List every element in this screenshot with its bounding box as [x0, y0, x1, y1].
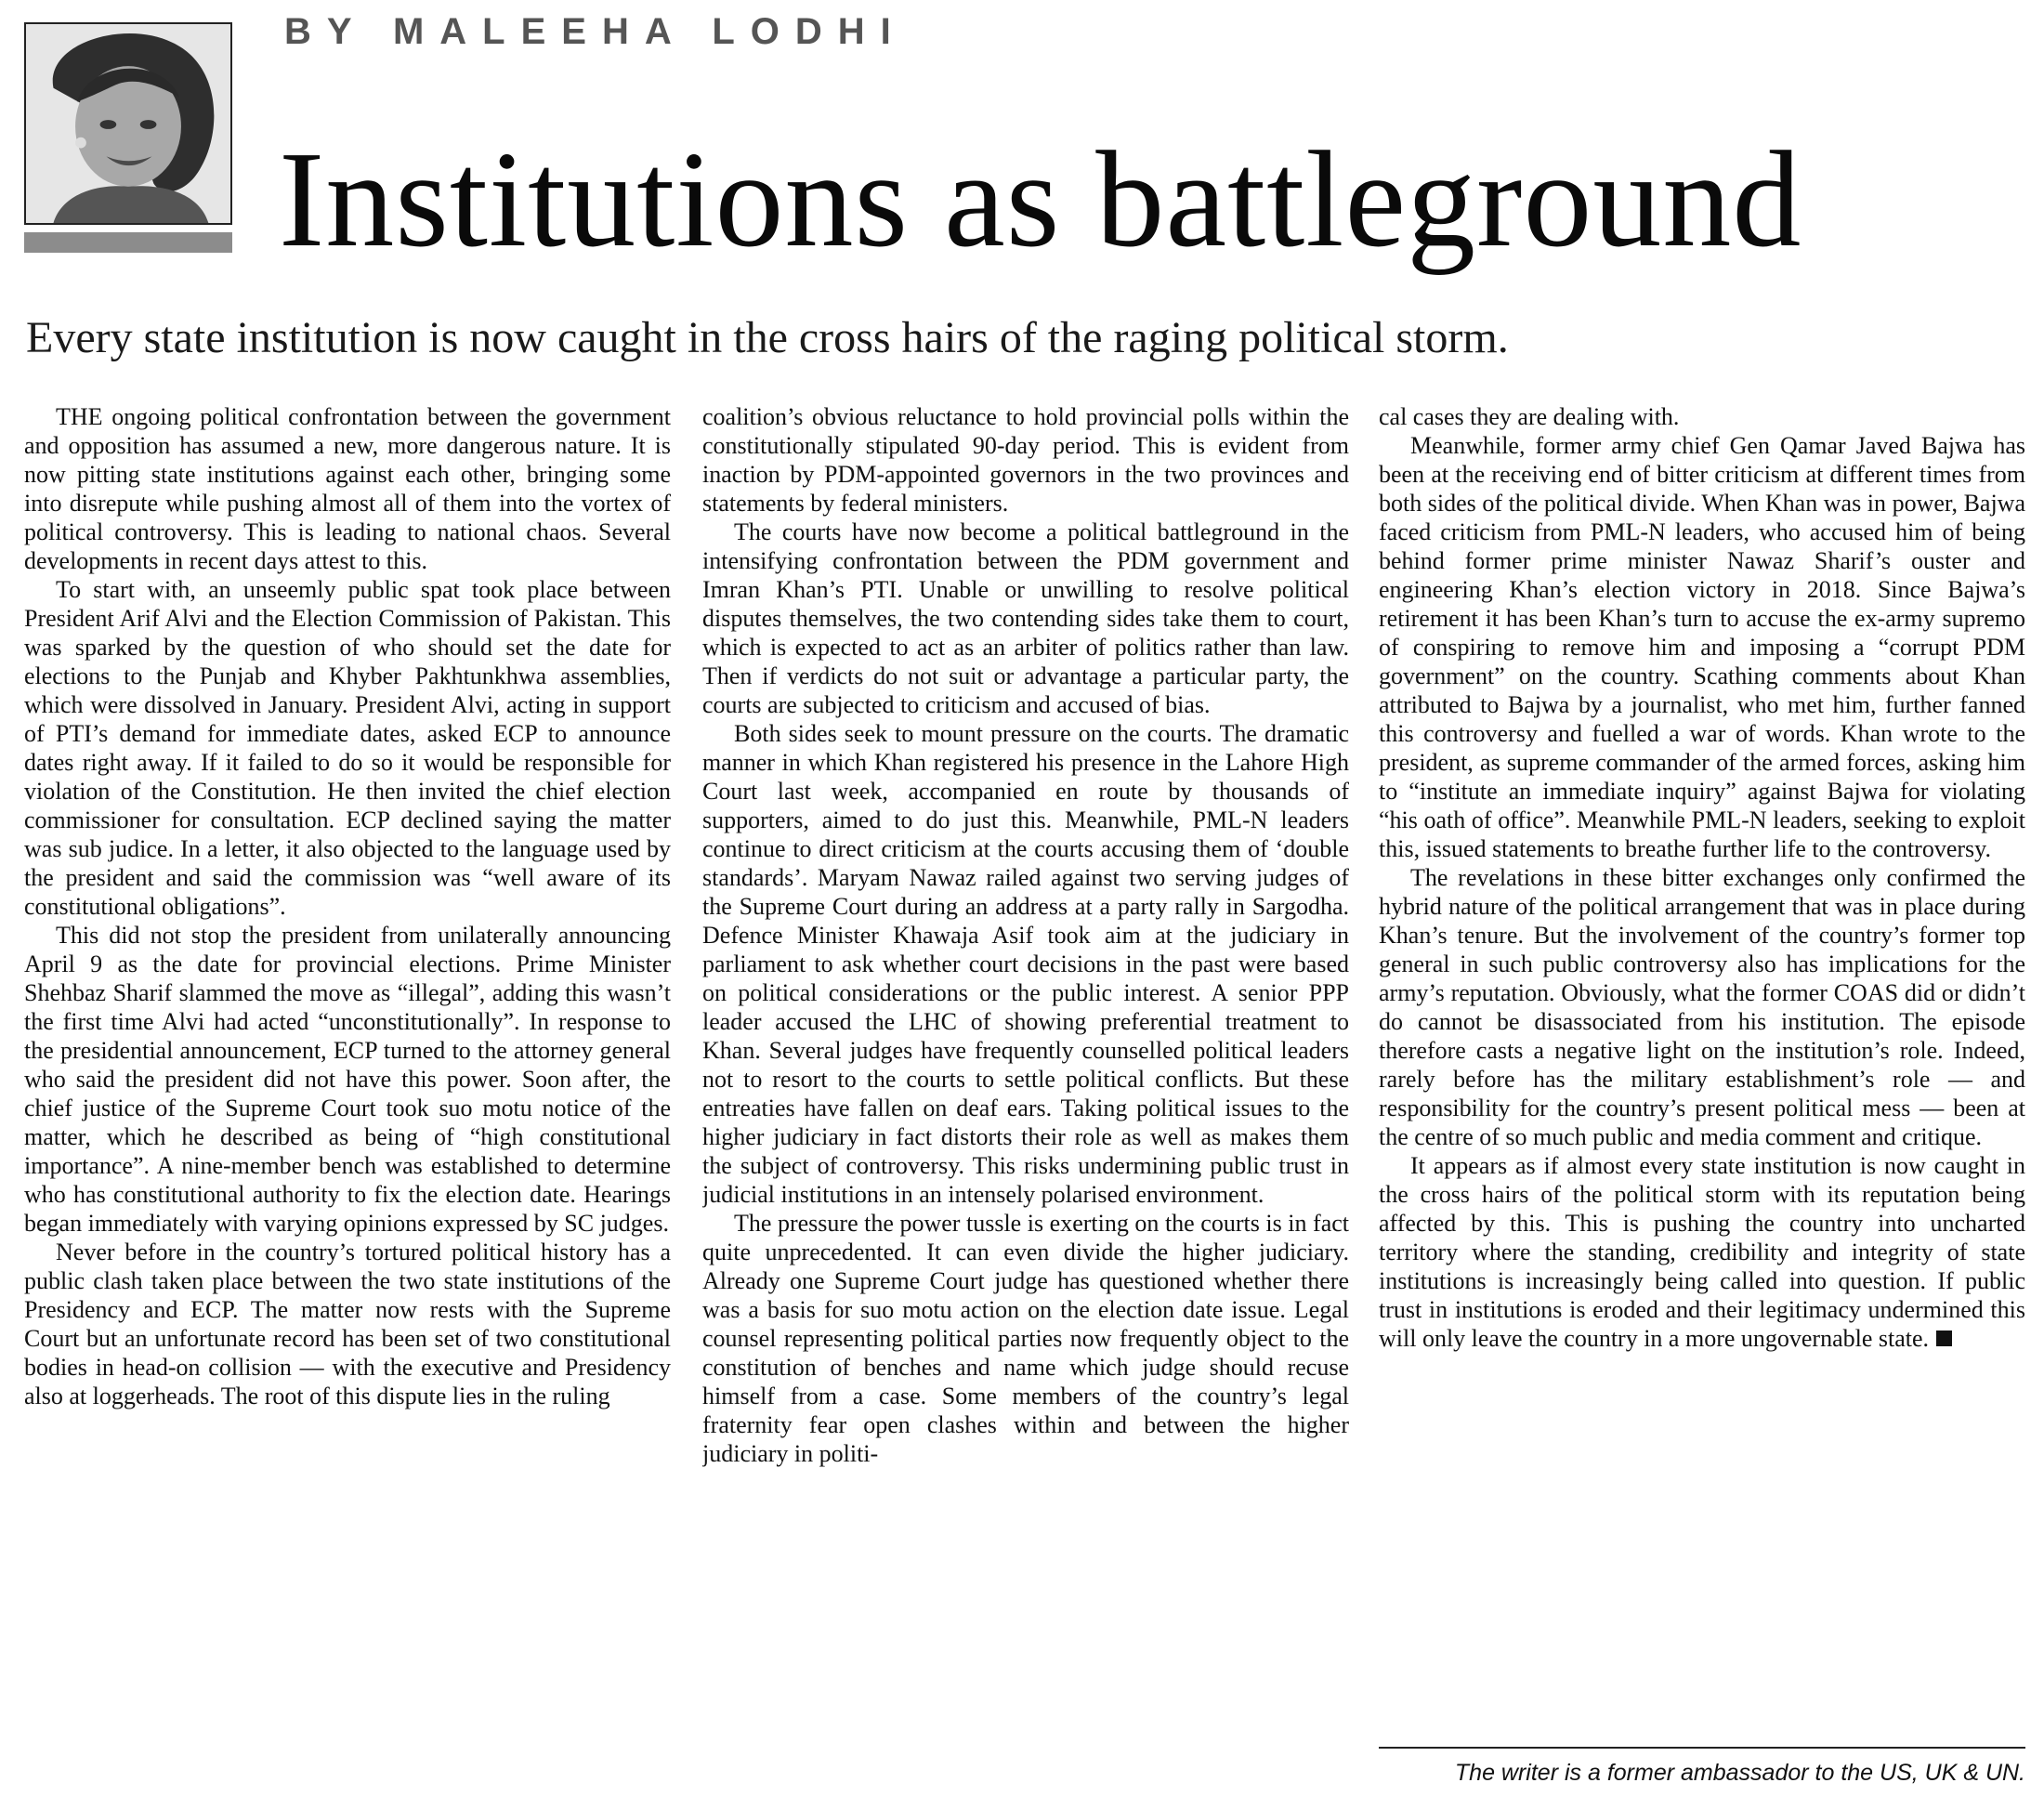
tagline-rule [1379, 1747, 2025, 1749]
end-mark-icon [1936, 1331, 1952, 1346]
author-portrait-image [26, 24, 230, 223]
standfirst: Every state institution is now caught in the cross hairs of the raging political storm. [26, 313, 1509, 362]
paragraph: Meanwhile, former army chief Gen Qamar Javed Bajwa has been at the receiving end of bitter criticism at different times from both sides of the political divide. When Khan was in power, Bajwa faced criticism from PML-N leaders, who accused him of being behind former prime minister Nawaz Sharif’s ouster and engineering Khan’s election victory in 2018. Since Bajwa’s retirement it has been Khan’s turn to accuse the ex-army supremo of conspiring to remove him and imposing a “corrupt PDM government” on the country. Scathing comments about Khan attributed to Bajwa by a journalist, who met him, further fanned this controversy and fuelled a war of words. Khan wrote to the president, as supreme commander of the armed forces, asking him to “institute an immediate inquiry” against Bajwa for violating “his oath of office”. Meanwhile PML-N leaders, seeking to exploit this, issued statements to breathe further life to the controversy. [1379, 432, 2025, 862]
paragraph: THE ongoing political confrontation between the government and opposition has assumed a new, more dangerous nature. It is now pitting state institutions against each other, bringing some into disrepute while pushing almost all of them into the vortex of political controversy. This is leading to national chaos. Several developments in recent days attest to this. [24, 403, 671, 574]
paragraph-continued: coalition’s obvious reluctance to hold provincial polls within the constitutionally stipulated 90-day period. This is evident from inaction by PDM-appointed governors in the two provinces and statements by federal ministers. [702, 403, 1349, 517]
paragraph: Both sides seek to mount pressure on the courts. The dramatic manner in which Khan registered his presence in the Lahore High Court last week, accompanied en route by thousands of supporters, aimed to do just this. Meanwhile, PML-N leaders continue to direct criticism at the courts accusing them of ‘double standards’. Maryam Nawaz railed against two serving judges of the Supreme Court during an address at a party rally in Sargodha. Defence Minister Khawaja Asif took aim at the judiciary in parliament to ask whether court decisions in the past were based on political considerations or the public interest. A senior PPP leader accused the LHC of showing preferential treatment to Khan. Several judges have frequently counselled political leaders not to resort to the courts to settle political conflicts. But these entreaties have fallen on deaf ears. Taking political issues to the higher judiciary in fact distorts their role as well as makes them the subject of controversy. This risks undermining public trust in judicial institutions in an intensely polarised environment. [702, 720, 1349, 1208]
headline: Institutions as battleground [279, 124, 1802, 276]
paragraph: The revelations in these bitter exchanges only confirmed the hybrid nature of the political arrangement that was in place during Khan’s tenure. But the involvement of the country’s former top general in such public controversy also has implications for the army’s reputation. Obviously, what the former COAS did or didn’t do cannot be disassociated from his institution. The episode therefore casts a negative light on the institution’s role. Indeed, rarely before has the military establishment’s role — and responsibility for the country’s present political mess — been at the centre of so much public and media comment and critique. [1379, 864, 2025, 1150]
paragraph-continued: cal cases they are dealing with. [1379, 403, 1680, 430]
article-column-1 [24, 402, 671, 1796]
paragraph-text: It appears as if almost every state institution is now caught in the cross hairs of the political storm with its reputation being affected by this. This is pushing the country into uncharted territory where the standing, credibility and integrity of state institutions is increasingly being called into question. If public trust in institutions is eroded and their legitimacy undermined this will only leave the country in a more ungovernable state. [1379, 1152, 2025, 1352]
article-column-2 [702, 402, 1349, 1796]
byline: BY MALEEHA LODHI [284, 11, 907, 52]
article-column-3 [1379, 402, 2025, 1796]
paragraph: The pressure the power tussle is exerting on the courts is in fact quite unprecedented. It can even divide the higher judiciary. Already one Supreme Court judge has questioned whether there was a basis for suo motu action on the election date issue. Legal counsel representing political parties now frequently object to the constitution of benches and name which judge should recuse himself from a case. Some members of the country’s legal fraternity fear open clashes within and between the higher judiciary in politi- [702, 1210, 1349, 1467]
paragraph: To start with, an unseemly public spat took place between President Arif Alvi and the Election Commission of Pakistan. This was sparked by the question of who should set the date for elections to the Punjab and Khyber Pakhtunkhwa assemblies, which were dissolved in January. President Alvi, acting in support of PTI’s demand for immediate dates, asked ECP to announce dates right away. If it failed to do so it would be responsible for violation of the Constitution. He then invited the chief election commissioner for consultation. ECP declined saying the matter was sub judice. In a letter, it also objected to the language used by the president and said the commission was “well aware of its constitutional obligations”. [24, 576, 671, 920]
author-tagline: The writer is a former ambassador to the US, UK & UN. [1454, 1760, 2025, 1786]
paragraph: The courts have now become a political battleground in the intensifying confrontation between the PDM government and Imran Khan’s PTI. Unable or unwilling to resolve political disputes themselves, the two contending sides take them to court, which is expected to act as an arbiter of politics rather than law. Then if verdicts do not suit or advantage a particular party, the courts are subjected to criticism and accused of bias. [702, 518, 1349, 718]
paragraph: Never before in the country’s tortured political history has a public clash taken place between the two state institutions of the Presidency and ECP. The matter now rests with the Supreme Court but an unfortunate record has been set of two constitutional bodies in head-on collision — with the executive and Presidency also at loggerheads. The root of this dispute lies in the ruling [24, 1239, 671, 1409]
paragraph: This did not stop the president from unilaterally announcing April 9 as the date for provincial elections. Prime Minister Shehbaz Sharif slammed the move as “illegal”, adding this wasn’t the first time Alvi had acted “unconstitutionally”. In response to the presidential announcement, ECP turned to the attorney general who said the president did not have this power. Soon after, the chief justice of the Supreme Court took suo motu notice of the matter, which he described as being of “high constitutional importance”. A nine-member bench was established to determine who has constitutional authority to fix the election date. Hearings began immediately with varying opinions expressed by SC judges. [24, 922, 671, 1237]
author-portrait [24, 22, 232, 225]
paragraph-final [1379, 1151, 2025, 1353]
portrait-underbar [24, 232, 232, 253]
